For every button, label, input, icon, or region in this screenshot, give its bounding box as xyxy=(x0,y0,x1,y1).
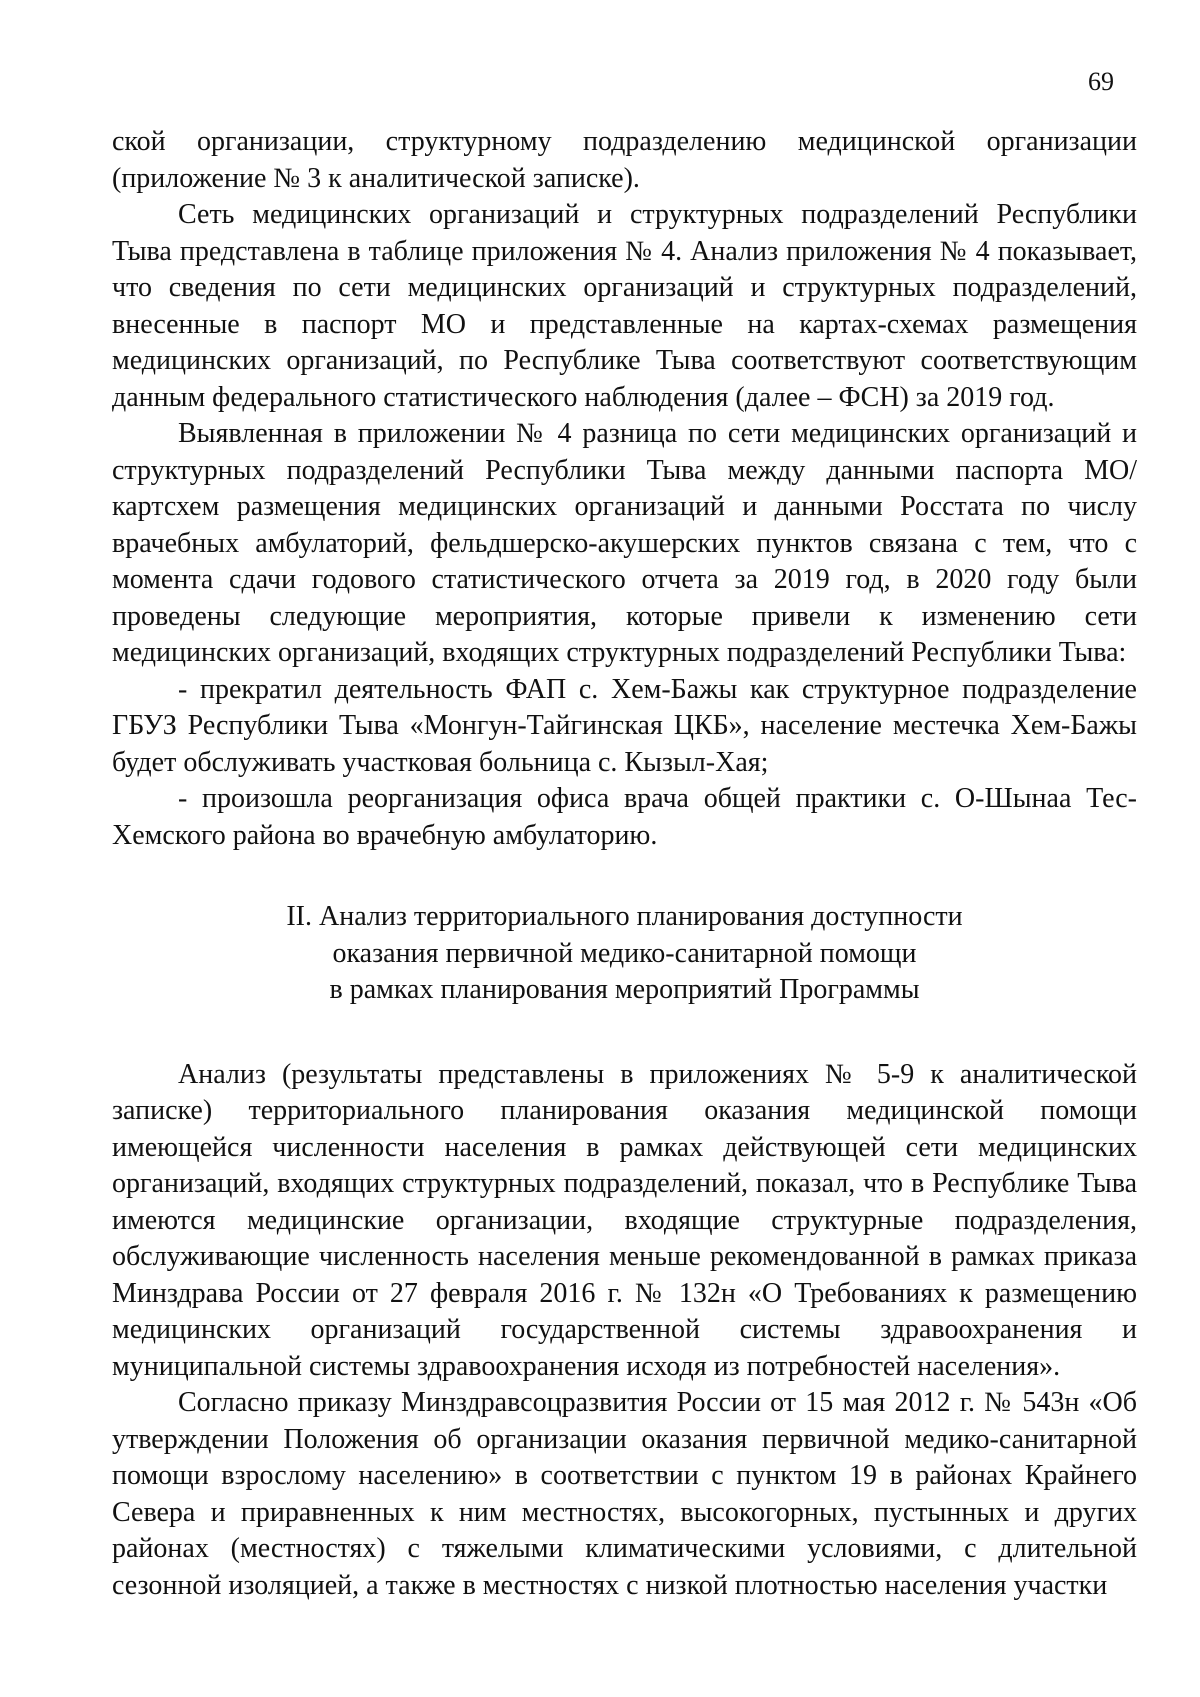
document-body xyxy=(112,124,1137,1604)
section-heading-line: оказания первичной медико-санитарной помощи xyxy=(332,937,917,969)
page-number: 69 xyxy=(1088,67,1114,96)
section-heading xyxy=(112,899,1137,1009)
paragraph-difference: Выявленная в приложении № 4 разница по сети медицинских организаций и структурных подразделений Республики Тыва между данными паспорта МО/картсхем размещения медицинских организаций и данными Росстата по числу врачебных амбулаторий, фельдшерско-акушерских пунктов связана с тем, что с момента сдачи годового статистического отчета за 2019 год, в 2020 году были проведены следующие мероприятия, которые привели к изменению сети медицинских организаций, входящих структурных подразделений Республики Тыва: xyxy=(112,418,1137,668)
list-item-reorganization: - произошла реорганизация офиса врача общей практики с. О-Шынаа Тес-Хемского района во врачебную амбулаторию. xyxy=(112,783,1137,851)
paragraph-order: Согласно приказу Минздравсоцразвития России от 15 мая 2012 г. № 543н «Об утверждении Положения об организации оказания первичной медико-санитарной помощи взрослому населению» в соответствии с пунктом 19 в районах Крайнего Севера и приравненных к ним местностях, высокогорных, пустынных и других районах (местностях) с тяжелыми климатическими условиями, с длительной сезонной изоляцией, а также в местностях с низкой плотностью населения участки xyxy=(112,1387,1137,1601)
section-heading-line: II. Анализ территориального планирования доступности xyxy=(286,901,963,932)
paragraph-analysis: Анализ (результаты представлены в приложениях № 5-9 к аналитической записке) территориального планирования оказания медицинской помощи имеющейся численности населения в рамках действующей сети медицинских организаций, входящих структурных подразделений, показал, что в Республике Тыва имеются медицинские организации, входящие структурные подразделения, обслуживающие численность населения меньше рекомендованной в рамках приказа Минздрава России от 27 февраля 2016 г. № 132н «О Требованиях к размещению медицинских организаций государственной системы здравоохранения и муниципальной системы здравоохранения исходя из потребностей населения». xyxy=(112,1058,1137,1382)
paragraph-network: Сеть медицинских организаций и структурных подразделений Республики Тыва представлена в таблице приложения № 4. Анализ приложения № 4 показывает, что сведения по сети медицинских организаций и структурных подразделений, внесенные в паспорт МО и представленные на картах-схемах размещения медицинских организаций, по Республике Тыва соответствуют соответствующим данным федерального статистического наблюдения (далее – ФСН) за 2019 год. xyxy=(112,199,1137,413)
paragraph-continuation: ской организации, структурному подразделению медицинской организации (приложение № 3 к аналитической записке). xyxy=(112,126,1137,194)
list-item-fap: - прекратил деятельность ФАП с. Хем-Бажы как структурное подразделение ГБУЗ Республики Тыва «Монгун-Тайгинская ЦКБ», население местечка Хем-Бажы будет обслуживать участковая больница с. Кызыл-Хая; xyxy=(112,673,1137,778)
section-heading-line: в рамках планирования мероприятий Программы xyxy=(329,974,920,1005)
